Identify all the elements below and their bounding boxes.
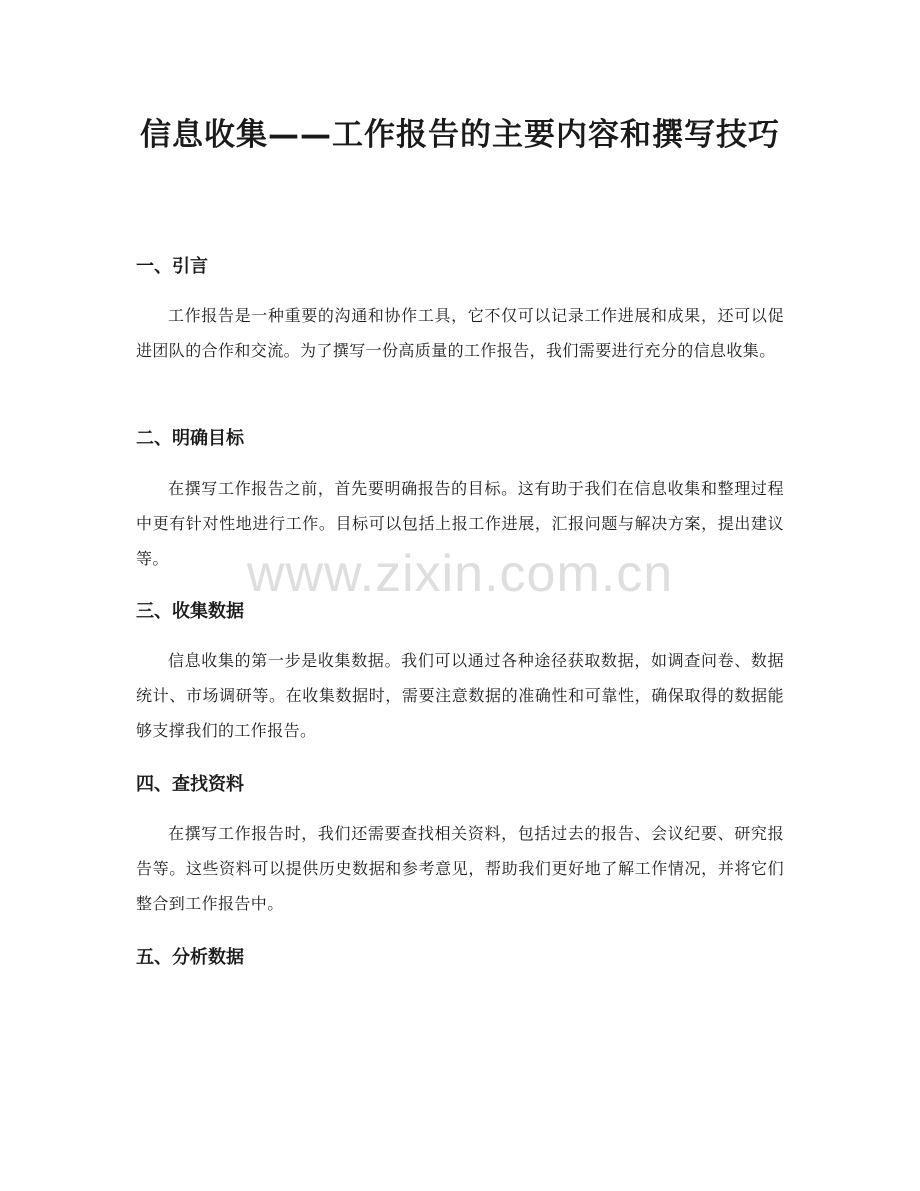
section-body-goals: 在撰写工作报告之前，首先要明确报告的目标。这有助于我们在信息收集和整理过程中更有针对性地进行工作。目标可以包括上报工作进展，汇报问题与解决方案，提出建议等。 [136, 479, 784, 568]
document-title: 信息收集——工作报告的主要内容和撰写技巧 [140, 117, 780, 153]
section-body-collect-data: 信息收集的第一步是收集数据。我们可以通过各种途径获取数据，如调查问卷、数据统计、市场调研等。在收集数据时，需要注意数据的准确性和可靠性，确保取得的数据能够支撑我们的工作报告。 [136, 651, 784, 740]
watermark: www.zixin.com.cn [246, 545, 674, 603]
section-heading-analyze-data: 五、分析数据 [136, 947, 244, 968]
section-heading-find-materials: 四、查找资料 [136, 774, 244, 795]
section-heading-intro: 一、引言 [136, 256, 208, 277]
section-heading-goals: 二、明确目标 [136, 428, 244, 449]
section-body-find-materials: 在撰写工作报告时，我们还需要查找相关资料，包括过去的报告、会议纪要、研究报告等。这些资料可以提供历史数据和参考意见，帮助我们更好地了解工作情况，并将它们整合到工作报告中。 [136, 824, 784, 913]
section-heading-collect-data: 三、收集数据 [136, 601, 244, 622]
section-body-intro: 工作报告是一种重要的沟通和协作工具，它不仅可以记录工作进展和成果，还可以促进团队的合作和交流。为了撰写一份高质量的工作报告，我们需要进行充分的信息收集。 [136, 306, 784, 360]
